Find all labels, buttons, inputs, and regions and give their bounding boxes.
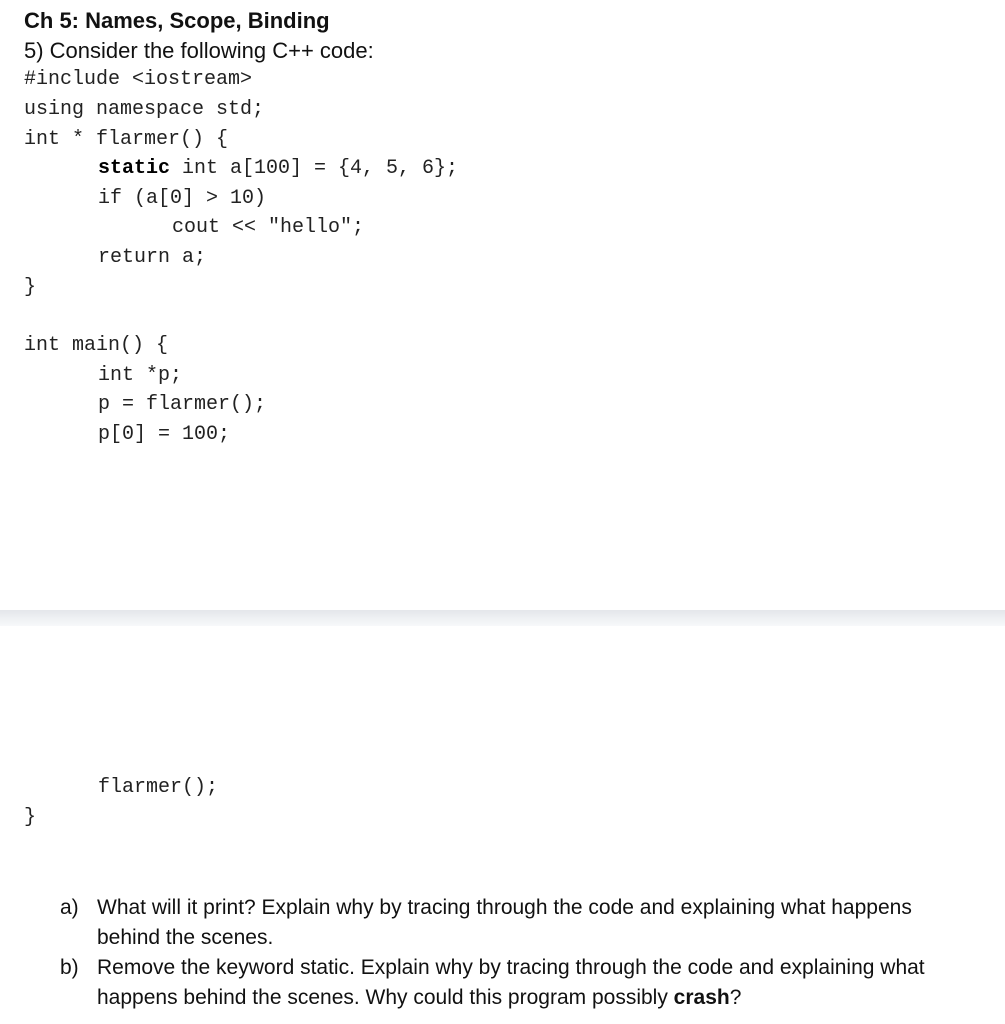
question-b-text-end: ?	[729, 986, 742, 1009]
code-using-line: using namespace std;	[24, 98, 265, 121]
question-b-marker: b)	[60, 956, 79, 979]
code-return-line: return a;	[98, 246, 207, 269]
code-flarmer-signature: int * flarmer() {	[24, 128, 229, 151]
code-call-flarmer-line: flarmer();	[98, 776, 219, 799]
code-if-line: if (a[0] > 10)	[98, 187, 267, 210]
question-a-marker: a)	[60, 896, 79, 919]
page-break-divider	[0, 610, 1005, 626]
question-intro: 5) Consider the following C++ code:	[24, 38, 374, 63]
question-a-text: What will it print? Explain why by tracing through the code and explaining what happens behind the scenes.	[97, 896, 912, 949]
question-a	[60, 893, 960, 953]
code-static-array-line	[98, 157, 458, 181]
question-b-bold-word: crash	[673, 986, 730, 1009]
code-include-line: #include <iostream>	[24, 68, 253, 91]
code-declare-p-line: int *p;	[98, 364, 183, 387]
chapter-heading: Ch 5: Names, Scope, Binding	[24, 8, 330, 33]
code-main-signature: int main() {	[24, 334, 169, 357]
code-static-array-rest: int a[100] = {4, 5, 6};	[170, 157, 459, 180]
code-static-keyword: static	[98, 157, 171, 180]
code-close-brace-flarmer: }	[24, 276, 37, 299]
question-b-text	[97, 953, 967, 1013]
code-assign-p-line: p = flarmer();	[98, 393, 267, 416]
code-cout-line: cout << "hello";	[172, 216, 365, 239]
question-b-text-main: Remove the keyword static. Explain why by tracing through the code and explaining what happens behind the scenes. Why could this program possibly	[97, 956, 925, 1009]
question-b	[60, 953, 960, 1013]
code-close-brace-main: }	[24, 806, 37, 829]
code-assign-p0-line: p[0] = 100;	[98, 423, 231, 446]
